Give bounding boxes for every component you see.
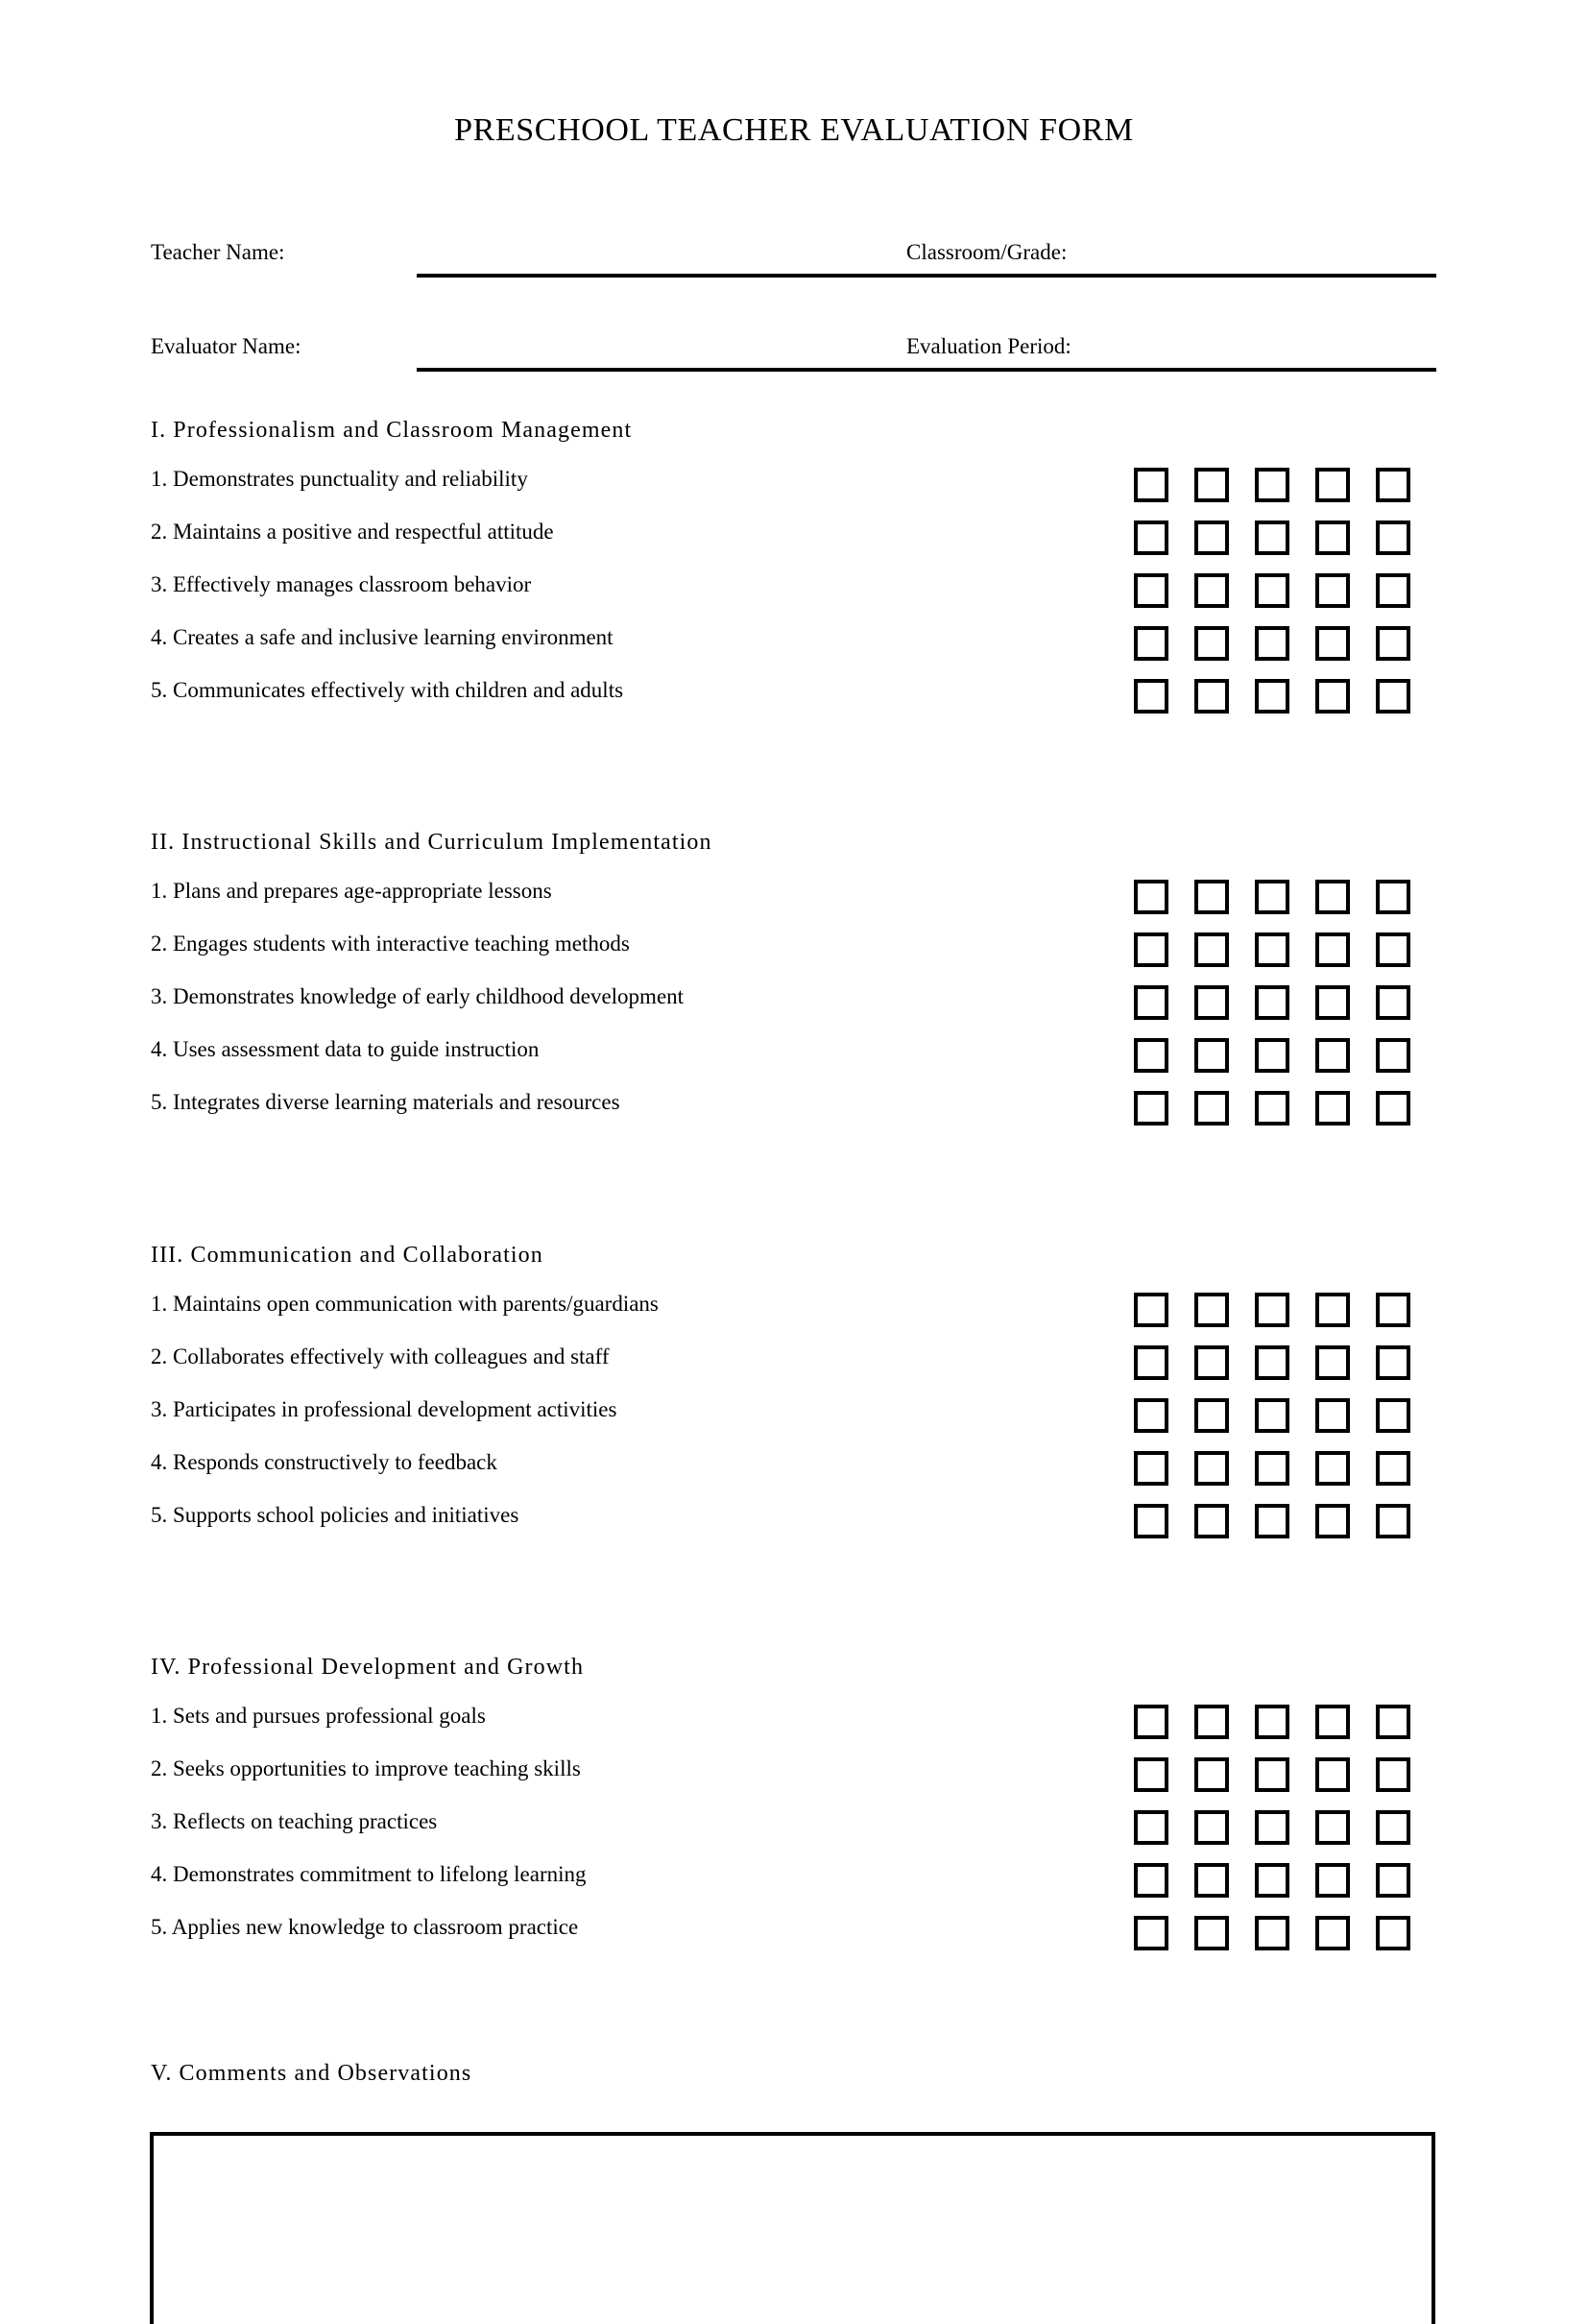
rating-checkbox[interactable] [1255,520,1289,555]
rating-checkbox[interactable] [1194,1504,1229,1538]
section-heading: I. Professionalism and Classroom Management [151,418,633,443]
rating-row [1134,1451,1422,1504]
rating-checkbox[interactable] [1376,1451,1410,1486]
rating-row [1134,1705,1422,1757]
rating-checkbox[interactable] [1255,1038,1289,1073]
rating-checkbox[interactable] [1134,1345,1168,1380]
rating-checkbox[interactable] [1194,985,1229,1020]
rating-checkbox[interactable] [1315,1757,1350,1792]
section-heading: IV. Professional Development and Growth [151,1655,585,1680]
criterion-item: 5. Communicates effectively with children and adults [151,678,624,702]
rating-row [1134,468,1422,520]
rating-row [1134,1757,1422,1810]
section-heading: II. Instructional Skills and Curriculum Implementation [151,830,712,855]
rating-checkbox[interactable] [1315,626,1350,661]
rating-checkbox[interactable] [1134,1038,1168,1073]
rating-checkbox[interactable] [1315,1810,1350,1845]
rating-checkbox[interactable] [1194,520,1229,555]
rating-checkbox[interactable] [1315,985,1350,1020]
criterion-item: 5. Applies new knowledge to classroom practice [151,1915,579,1939]
rating-checkbox[interactable] [1194,626,1229,661]
section-item-list [151,1702,1015,1966]
criterion-item: 4. Creates a safe and inclusive learning environment [151,625,614,649]
rating-row [1134,880,1422,932]
rating-row [1134,985,1422,1038]
rating-checkbox[interactable] [1194,1345,1229,1380]
rating-checkbox[interactable] [1376,679,1410,714]
rating-checkbox[interactable] [1134,1810,1168,1845]
rating-row [1134,1293,1422,1345]
rating-checkbox[interactable] [1376,985,1410,1020]
criterion-item: 2. Engages students with interactive teaching methods [151,932,630,956]
rating-checkbox[interactable] [1315,468,1350,502]
rating-checkbox[interactable] [1376,1810,1410,1845]
rating-checkbox[interactable] [1194,468,1229,502]
rating-checkbox[interactable] [1134,679,1168,714]
rating-checkbox[interactable] [1315,1398,1350,1433]
rating-checkbox[interactable] [1255,1810,1289,1845]
rating-checkbox[interactable] [1134,1863,1168,1898]
rating-row [1134,679,1422,732]
criterion-item: 3. Effectively manages classroom behavior [151,572,532,596]
rating-checkbox[interactable] [1315,520,1350,555]
rating-checkbox[interactable] [1376,1863,1410,1898]
rating-checkbox[interactable] [1376,1757,1410,1792]
rating-checkbox[interactable] [1255,932,1289,967]
criterion-item: 1. Plans and prepares age-appropriate lessons [151,879,552,903]
rating-row [1134,1916,1422,1969]
rating-checkbox[interactable] [1315,932,1350,967]
rating-checkbox[interactable] [1315,573,1350,608]
criterion-item: 1. Maintains open communication with parents/guardians [151,1292,659,1316]
evaluator-name-input-rule[interactable] [417,368,1436,372]
rating-checkbox[interactable] [1376,880,1410,914]
rating-checkbox[interactable] [1315,1091,1350,1126]
criterion-item: 3. Participates in professional development activities [151,1397,617,1421]
rating-checkbox[interactable] [1376,468,1410,502]
rating-row [1134,520,1422,573]
rating-checkbox[interactable] [1194,932,1229,967]
rating-checkbox[interactable] [1255,1091,1289,1126]
rating-checkbox[interactable] [1376,1705,1410,1739]
rating-checkbox[interactable] [1194,1810,1229,1845]
evaluator-name-label: Evaluator Name: [151,334,301,358]
criterion-item: 4. Uses assessment data to guide instruction [151,1037,540,1061]
section-item-list [151,877,1015,1141]
rating-checkbox[interactable] [1134,932,1168,967]
rating-checkbox[interactable] [1315,1916,1350,1950]
rating-checkbox[interactable] [1194,1038,1229,1073]
rating-checkbox[interactable] [1255,1916,1289,1950]
rating-checkbox[interactable] [1134,1916,1168,1950]
rating-checkbox[interactable] [1255,1398,1289,1433]
criterion-item: 2. Collaborates effectively with colleagues and staff [151,1344,610,1368]
rating-checkbox[interactable] [1134,1504,1168,1538]
rating-checkbox[interactable] [1255,1863,1289,1898]
criterion-item: 5. Integrates diverse learning materials and resources [151,1090,620,1114]
rating-checkbox[interactable] [1194,1398,1229,1433]
rating-checkbox[interactable] [1134,468,1168,502]
rating-checkbox[interactable] [1376,626,1410,661]
rating-row [1134,932,1422,985]
rating-checkbox[interactable] [1194,1863,1229,1898]
rating-checkbox[interactable] [1194,679,1229,714]
rating-checkbox[interactable] [1315,1345,1350,1380]
rating-row [1134,1398,1422,1451]
criterion-item: 1. Sets and pursues professional goals [151,1704,486,1728]
rating-checkbox[interactable] [1255,1504,1289,1538]
evaluation-period-label: Evaluation Period: [906,334,1071,358]
rating-row [1134,1038,1422,1091]
comments-section-heading: V. Comments and Observations [151,2061,472,2086]
rating-checkbox[interactable] [1134,1451,1168,1486]
rating-checkbox[interactable] [1315,1038,1350,1073]
rating-checkbox[interactable] [1194,1757,1229,1792]
rating-checkbox[interactable] [1255,1293,1289,1327]
rating-checkbox[interactable] [1194,1091,1229,1126]
criterion-item: 2. Seeks opportunities to improve teaching skills [151,1756,581,1780]
rating-checkbox[interactable] [1134,626,1168,661]
rating-checkbox[interactable] [1134,520,1168,555]
rating-checkbox[interactable] [1376,1038,1410,1073]
header-field-row-teacher [0,238,1588,282]
rating-checkbox[interactable] [1376,1293,1410,1327]
rating-checkbox[interactable] [1255,880,1289,914]
rating-checkbox[interactable] [1255,679,1289,714]
rating-checkbox[interactable] [1315,1293,1350,1327]
comments-textarea[interactable] [150,2132,1435,2324]
rating-checkbox[interactable] [1255,1345,1289,1380]
rating-checkbox[interactable] [1376,1398,1410,1433]
criterion-item: 3. Demonstrates knowledge of early childhood development [151,984,685,1008]
criterion-item: 1. Demonstrates punctuality and reliability [151,467,528,491]
rating-checkbox-grid [1134,880,1422,1144]
rating-checkbox[interactable] [1134,1757,1168,1792]
rating-checkbox[interactable] [1315,1451,1350,1486]
rating-checkbox[interactable] [1134,1705,1168,1739]
rating-checkbox[interactable] [1315,1504,1350,1538]
rating-checkbox-grid [1134,1293,1422,1557]
rating-checkbox[interactable] [1255,626,1289,661]
rating-checkbox[interactable] [1376,932,1410,967]
rating-checkbox[interactable] [1315,1705,1350,1739]
criterion-item: 4. Demonstrates commitment to lifelong learning [151,1862,587,1886]
rating-checkbox[interactable] [1255,468,1289,502]
rating-row [1134,1091,1422,1144]
rating-checkbox[interactable] [1376,1345,1410,1380]
rating-checkbox[interactable] [1376,520,1410,555]
rating-checkbox[interactable] [1376,573,1410,608]
rating-checkbox[interactable] [1255,985,1289,1020]
rating-checkbox[interactable] [1255,573,1289,608]
criterion-item: 4. Responds constructively to feedback [151,1450,497,1474]
rating-checkbox[interactable] [1194,880,1229,914]
criterion-item: 3. Reflects on teaching practices [151,1809,438,1833]
rating-row [1134,626,1422,679]
rating-row [1134,1504,1422,1557]
rating-checkbox[interactable] [1255,1757,1289,1792]
rating-checkbox[interactable] [1134,1091,1168,1126]
criterion-item: 2. Maintains a positive and respectful attitude [151,520,554,544]
criterion-item: 5. Supports school policies and initiatives [151,1503,519,1527]
rating-checkbox[interactable] [1315,880,1350,914]
rating-checkbox-grid [1134,468,1422,732]
rating-checkbox-grid [1134,1705,1422,1969]
section-item-list [151,465,1015,729]
rating-checkbox[interactable] [1315,679,1350,714]
header-field-row-evaluator [0,332,1588,376]
rating-row [1134,1863,1422,1916]
rating-checkbox[interactable] [1194,1705,1229,1739]
rating-checkbox[interactable] [1315,1863,1350,1898]
rating-checkbox[interactable] [1194,1916,1229,1950]
teacher-name-input-rule[interactable] [417,274,1436,278]
rating-checkbox[interactable] [1255,1705,1289,1739]
classroom-grade-label: Classroom/Grade: [906,240,1068,264]
section-heading: III. Communication and Collaboration [151,1243,543,1268]
rating-checkbox[interactable] [1376,1504,1410,1538]
rating-checkbox[interactable] [1134,1293,1168,1327]
rating-checkbox[interactable] [1134,985,1168,1020]
page-title: PRESCHOOL TEACHER EVALUATION FORM [454,112,1134,148]
rating-checkbox[interactable] [1134,1398,1168,1433]
rating-checkbox[interactable] [1134,573,1168,608]
section-item-list [151,1290,1015,1554]
teacher-name-label: Teacher Name: [151,240,285,264]
rating-checkbox[interactable] [1255,1451,1289,1486]
rating-row [1134,1810,1422,1863]
rating-checkbox[interactable] [1376,1091,1410,1126]
rating-row [1134,573,1422,626]
rating-row [1134,1345,1422,1398]
rating-checkbox[interactable] [1134,880,1168,914]
rating-checkbox[interactable] [1376,1916,1410,1950]
rating-checkbox[interactable] [1194,573,1229,608]
rating-checkbox[interactable] [1194,1293,1229,1327]
rating-checkbox[interactable] [1194,1451,1229,1486]
